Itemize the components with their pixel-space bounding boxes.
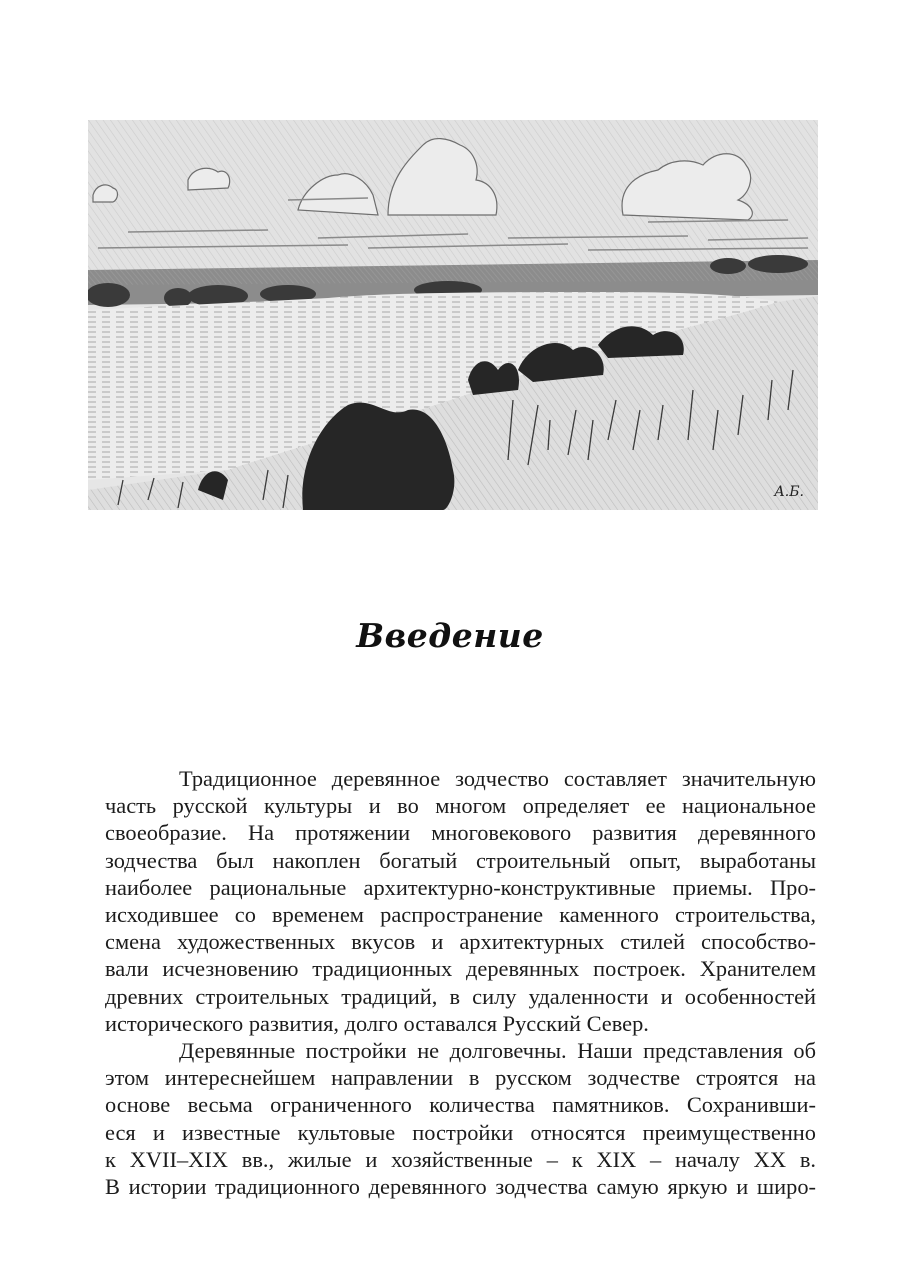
text-line: исходившее со временем распространение каменного строительства,: [105, 902, 816, 928]
text-line: В истории традиционного деревянного зодчества самую яркую и широ-: [105, 1174, 816, 1200]
text-line: этом интереснейшем направлении в русском зодчестве строятся на: [105, 1065, 816, 1091]
body-text: [105, 765, 816, 1200]
text-line: основе весьма ограниченного количества памятников. Сохранивши-: [105, 1092, 816, 1118]
text-line: наиболее рациональные архитектурно-конструктивные приемы. Про-: [105, 874, 816, 900]
text-line: еся и известные культовые постройки относятся преимущественно: [105, 1119, 816, 1145]
pencil-drawing: [88, 120, 818, 510]
text-line: Деревянные постройки не долговечны. Наши представления об: [179, 1038, 816, 1064]
text-line: Традиционное деревянное зодчество составляет значительную: [179, 766, 816, 791]
text-line: зодчества был накоплен богатый строительный опыт, выработаны: [105, 847, 816, 873]
river-landscape-illustration: [88, 120, 818, 510]
paragraph-2: [105, 1037, 816, 1200]
artist-signature: А.Б.: [774, 484, 804, 500]
chapter-title: Введение: [356, 616, 544, 655]
paragraph-1: [105, 765, 816, 1037]
text-line: вали исчезновению традиционных деревянных построек. Хранителем: [105, 956, 816, 982]
text-line: смена художественных вкусов и архитектурных стилей способство-: [105, 929, 816, 955]
text-line: своеобразие. На протяжении многовекового развития деревянного: [105, 820, 816, 846]
text-line: часть русской культуры и во многом определяет ее национальное: [105, 793, 816, 819]
text-line: к XVII–XIX вв., жилые и хозяйственные – к XIX – началу XX в.: [105, 1146, 816, 1172]
text-line: исторического развития, долго оставался Русский Север.: [105, 1010, 649, 1036]
text-line: древних строительных традиций, в силу удаленности и особенностей: [105, 983, 816, 1009]
